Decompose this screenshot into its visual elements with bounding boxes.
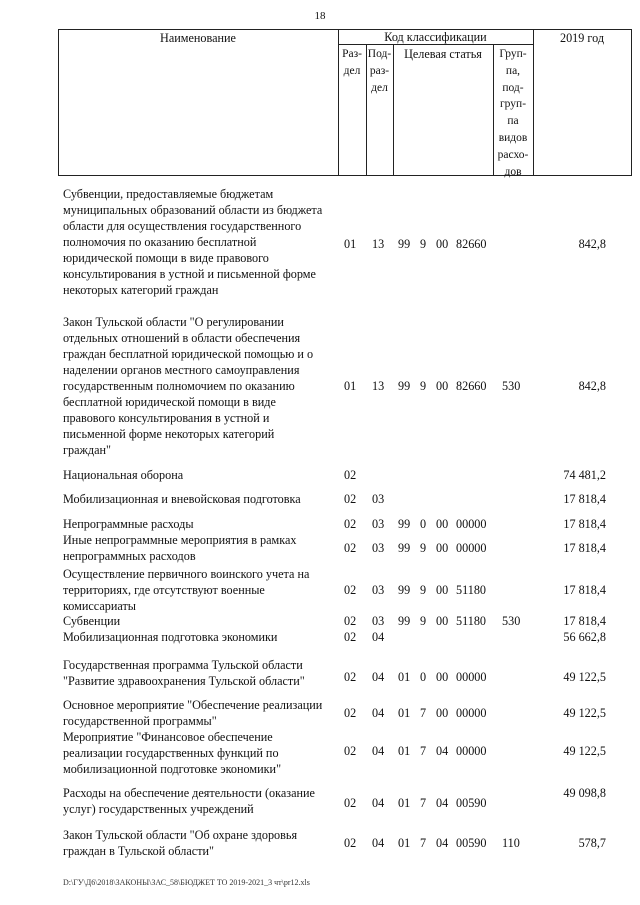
target-article-program: 01 xyxy=(398,744,411,758)
target-article-event: 00 xyxy=(436,237,449,251)
header-year: 2019 год xyxy=(559,31,605,45)
target-article-direction: 82660 xyxy=(456,379,487,393)
target-article-event: 00 xyxy=(436,583,449,597)
target-article-direction: 00590 xyxy=(456,796,487,810)
amount-2019: 49 122,5 xyxy=(563,744,606,758)
expense-group: 110 xyxy=(502,836,520,850)
target-article-subprogram: 0 xyxy=(420,517,427,531)
header-classification: Код классификации xyxy=(384,30,487,44)
razdel-code: 02 xyxy=(344,630,357,644)
header-name: Наименование xyxy=(160,31,236,45)
target-article-subprogram: 9 xyxy=(420,541,427,555)
amount-2019: 17 818,4 xyxy=(563,541,606,555)
amount-2019: 842,8 xyxy=(578,379,606,393)
target-article-event: 00 xyxy=(436,706,449,720)
target-article-direction: 00000 xyxy=(456,517,487,531)
target-article-direction: 00000 xyxy=(456,706,487,720)
razdel-code: 02 xyxy=(344,583,357,597)
target-article-program: 01 xyxy=(398,670,411,684)
target-article-event: 00 xyxy=(436,517,449,531)
amount-2019: 56 662,8 xyxy=(563,630,606,644)
row-name: Мобилизационная подготовка экономики xyxy=(63,630,278,644)
target-article-event: 04 xyxy=(436,744,449,758)
target-article-event: 00 xyxy=(436,670,449,684)
row-name: Государственная программа Тульской области "Развитие здравоохранения Тульской области" xyxy=(63,658,305,688)
razdel-code: 02 xyxy=(344,541,357,555)
podrazdel-code: 04 xyxy=(372,836,385,850)
target-article-program: 99 xyxy=(398,614,411,628)
target-article-direction: 00000 xyxy=(456,541,487,555)
podrazdel-code: 04 xyxy=(372,670,385,684)
razdel-code: 01 xyxy=(344,379,357,393)
target-article-program: 99 xyxy=(398,237,411,251)
podrazdel-code: 04 xyxy=(372,744,385,758)
target-article-event: 00 xyxy=(436,614,449,628)
header-razdel: Раз- дел xyxy=(342,48,362,77)
row-name: Мобилизационная и вневойсковая подготовка xyxy=(63,492,301,506)
podrazdel-code: 13 xyxy=(372,237,385,251)
razdel-code: 02 xyxy=(344,468,357,482)
podrazdel-code: 03 xyxy=(372,492,385,506)
header-group: Груп- па, под- груп- па видов расхо- дов xyxy=(497,48,529,178)
target-article-program: 99 xyxy=(398,583,411,597)
target-article-program: 99 xyxy=(398,379,411,393)
target-article-program: 99 xyxy=(398,517,411,531)
razdel-code: 02 xyxy=(344,796,357,810)
amount-2019: 842,8 xyxy=(578,237,606,251)
podrazdel-code: 04 xyxy=(372,630,385,644)
target-article-subprogram: 9 xyxy=(420,379,427,393)
row-name: Иные непрограммные мероприятия в рамках непрограммных расходов xyxy=(63,533,297,563)
amount-2019: 49 098,8 xyxy=(563,786,606,800)
row-name: Закон Тульской области "О регулировании отдельных отношений в области обеспечения граждан бесплатной юридической помощью и о наделении органов местного самоуправления государственным полномочием по оказанию бесплатной юридической помощи в виде правового консультирования в устной и письменной форме некоторых категорий граждан" xyxy=(63,315,314,457)
razdel-code: 02 xyxy=(344,614,357,628)
podrazdel-code: 13 xyxy=(372,379,385,393)
target-article-direction: 51180 xyxy=(456,614,487,628)
amount-2019: 17 818,4 xyxy=(563,492,606,506)
row-name: Мероприятие "Финансовое обеспечение реализации государственных функций по мобилизационной подготовке экономики" xyxy=(63,730,282,776)
razdel-code: 02 xyxy=(344,492,357,506)
amount-2019: 74 481,2 xyxy=(563,468,606,482)
target-article-event: 04 xyxy=(436,836,449,850)
file-path-footer: D:\ГУ\Д6\2018\ЗАКОНЫ\ЗАС_58\БЮДЖЕТ ТО 2019-2021_3 чт\pr12.xls xyxy=(63,878,310,887)
row-name: Основное мероприятие "Обеспечение реализации государственной программы" xyxy=(63,698,323,728)
podrazdel-code: 03 xyxy=(372,614,385,628)
target-article-subprogram: 9 xyxy=(420,583,427,597)
razdel-code: 01 xyxy=(344,237,357,251)
expense-group: 530 xyxy=(502,614,521,628)
row-name: Непрограммные расходы xyxy=(63,517,194,531)
target-article-direction: 00000 xyxy=(456,744,487,758)
expense-group: 530 xyxy=(502,379,521,393)
target-article-program: 01 xyxy=(398,836,411,850)
row-name: Субвенции xyxy=(63,614,121,628)
row-name: Осуществление первичного воинского учета на территориях, где отсутствуют военные комиссариаты xyxy=(63,567,310,613)
target-article-program: 01 xyxy=(398,796,411,810)
podrazdel-code: 03 xyxy=(372,541,385,555)
podrazdel-code: 04 xyxy=(372,796,385,810)
target-article-subprogram: 7 xyxy=(420,836,427,850)
target-article-program: 99 xyxy=(398,541,411,555)
razdel-code: 02 xyxy=(344,836,357,850)
row-name: Закон Тульской области "Об охране здоровья граждан в Тульской области" xyxy=(63,828,298,858)
razdel-code: 02 xyxy=(344,706,357,720)
razdel-code: 02 xyxy=(344,517,357,531)
razdel-code: 02 xyxy=(344,744,357,758)
page-number: 18 xyxy=(314,10,326,22)
target-article-event: 00 xyxy=(436,541,449,555)
target-article-subprogram: 7 xyxy=(420,796,427,810)
podrazdel-code: 04 xyxy=(372,706,385,720)
target-article-subprogram: 7 xyxy=(420,744,427,758)
amount-2019: 17 818,4 xyxy=(563,583,606,597)
row-name: Субвенции, предоставляемые бюджетам муниципальных образований области из бюджета области для осуществления государственного полномочия по оказанию бесплатной юридической помощи в виде правового консультирования в устной и письменной форме некоторых категорий граждан xyxy=(63,187,323,297)
target-article-direction: 00590 xyxy=(456,836,487,850)
target-article-subprogram: 0 xyxy=(420,670,427,684)
target-article-event: 00 xyxy=(436,379,449,393)
amount-2019: 17 818,4 xyxy=(563,614,606,628)
header-target-article: Целевая статья xyxy=(404,47,482,61)
amount-2019: 17 818,4 xyxy=(563,517,606,531)
amount-2019: 49 122,5 xyxy=(563,670,606,684)
podrazdel-code: 03 xyxy=(372,583,385,597)
target-article-direction: 00000 xyxy=(456,670,487,684)
target-article-program: 01 xyxy=(398,706,411,720)
target-article-direction: 82660 xyxy=(456,237,487,251)
target-article-subprogram: 7 xyxy=(420,706,427,720)
row-name: Национальная оборона xyxy=(63,468,184,482)
target-article-subprogram: 9 xyxy=(420,614,427,628)
target-article-subprogram: 9 xyxy=(420,237,427,251)
razdel-code: 02 xyxy=(344,670,357,684)
target-article-direction: 51180 xyxy=(456,583,487,597)
target-article-event: 04 xyxy=(436,796,449,810)
amount-2019: 578,7 xyxy=(578,836,606,850)
amount-2019: 49 122,5 xyxy=(563,706,606,720)
podrazdel-code: 03 xyxy=(372,517,385,531)
row-name: Расходы на обеспечение деятельности (оказание услуг) государственных учреждений xyxy=(63,786,315,816)
header-podrazdel: Под- раз- дел xyxy=(367,48,392,94)
